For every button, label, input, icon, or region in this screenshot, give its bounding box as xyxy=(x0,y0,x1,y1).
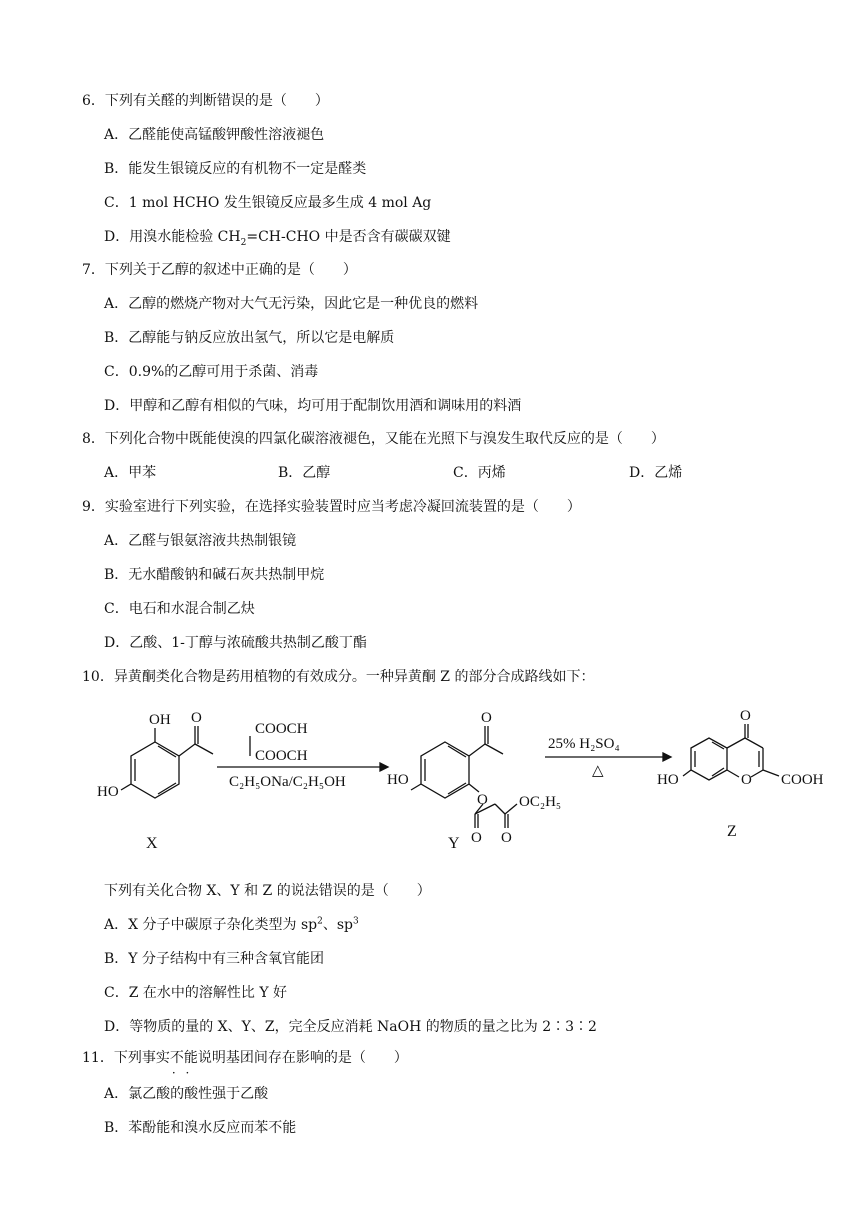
q6d-post: =CH-CHO 中是否含有碳碳双键 xyxy=(246,229,451,245)
reagent2: 25% H₂SO₄ xyxy=(548,736,620,752)
question-9-option-b: B．无水醋酸钠和碱石灰共热制甲烷 xyxy=(104,567,325,583)
z-ring-o: O xyxy=(741,772,752,788)
heat-symbol: △ xyxy=(592,763,604,779)
question-10-option-b: B．Y 分子结构中有三种含氧官能团 xyxy=(104,951,324,967)
y-carbonyl-o1: O xyxy=(471,830,482,846)
y-ester-o: O xyxy=(477,792,488,808)
z-ketone-o: O xyxy=(740,708,751,724)
q11-post: 说明基团间存在影响的是（ ） xyxy=(197,1050,408,1066)
question-7-option-a: A．乙醇的燃烧产物对大气无污染，因此它是一种优良的燃料 xyxy=(104,296,479,312)
question-11-stem xyxy=(82,1047,408,1067)
question-8-stem: 8．下列化合物中既能使溴的四氯化碳溶液褪色，又能在光照下与溴发生取代反应的是（ ） xyxy=(82,431,665,447)
q10a-sup1: 2 xyxy=(317,916,323,927)
question-6-option-d xyxy=(104,226,451,248)
x-o-label: O xyxy=(191,710,202,726)
question-11-option-b: B．苯酚能和溴水反应而苯不能 xyxy=(104,1120,297,1136)
question-7-option-d: D．甲醇和乙醇有相似的气味，均可用于配制饮用酒和调味用的料酒 xyxy=(104,398,522,414)
y-oc2h5: OC₂H₅ xyxy=(519,794,562,810)
question-10-option-d: D．等物质的量的 X、Y、Z，完全反应消耗 NaOH 的物质的量之比为 2∶3∶2 xyxy=(104,1019,597,1035)
q10a-pre: A．X 分子中碳原子杂化类型为 sp xyxy=(104,917,318,933)
y-ketone-o: O xyxy=(481,710,492,726)
question-7-option-c: C．0.9%的乙醇可用于杀菌、消毒 xyxy=(104,364,319,380)
reagent1-line2: COOCH xyxy=(255,748,308,764)
question-8-option-b: B．乙醇 xyxy=(278,465,331,481)
y-carbonyl-o2: O xyxy=(501,830,512,846)
question-8-option-a: A．甲苯 xyxy=(104,465,157,481)
z-cooh: COOH xyxy=(781,772,824,788)
question-9-option-c: C．电石和水混合制乙炔 xyxy=(104,601,255,617)
question-9-stem: 9．实验室进行下列实验，在选择实验装置时应当考虑冷凝回流装置的是（ ） xyxy=(82,499,581,515)
question-7-stem: 7．下列关于乙醇的叙述中正确的是（ ） xyxy=(82,262,357,278)
question-6-option-a: A．乙醛能使高锰酸钾酸性溶液褪色 xyxy=(104,127,325,143)
question-6-option-c: C．1 mol HCHO 发生银镜反应最多生成 4 mol Ag xyxy=(104,195,432,211)
question-6-stem: 6．下列有关醛的判断错误的是（ ） xyxy=(82,93,329,109)
x-oh-label: OH xyxy=(149,712,171,728)
question-7-option-b: B．乙醇能与钠反应放出氢气，所以它是电解质 xyxy=(104,330,395,346)
q11-emphasis: 不能 · · xyxy=(170,1050,198,1066)
question-8-option-d: D．乙烯 xyxy=(629,465,683,481)
label-x: X xyxy=(146,835,158,852)
q6d-pre: D．用溴水能检验 CH xyxy=(104,229,241,245)
reagent1-line1: COOCH xyxy=(255,721,308,737)
question-10-sub-stem: 下列有关化合物 X、Y 和 Z 的说法错误的是（ ） xyxy=(104,883,431,899)
q10a-sup2: 3 xyxy=(353,916,359,927)
question-11-option-a: A．氯乙酸的酸性强于乙酸 xyxy=(104,1086,269,1102)
y-ho-label: HO xyxy=(387,772,409,788)
molecule-z xyxy=(683,724,779,780)
molecule-x xyxy=(121,726,213,798)
label-y: Y xyxy=(448,835,460,852)
question-10-stem: 10．异黄酮类化合物是药用植物的有效成分。一种异黄酮 Z 的部分合成路线如下： xyxy=(82,669,595,685)
question-9-option-a: A．乙醛与银氨溶液共热制银镜 xyxy=(104,533,297,549)
x-ho-label: HO xyxy=(97,784,119,800)
q6d-sub: 2 xyxy=(240,237,247,248)
question-8-option-c: C．丙烯 xyxy=(453,465,506,481)
q11-pre: 11．下列事实 xyxy=(82,1050,170,1066)
molecule-y xyxy=(411,726,517,828)
reagent1-conditions: C₂H₅ONa/C₂H₅OH xyxy=(229,774,346,790)
q10a-mid: 、sp xyxy=(322,917,354,933)
question-10-option-a xyxy=(104,914,359,934)
question-6-option-b: B．能发生银镜反应的有机物不一定是醛类 xyxy=(104,161,367,177)
synthesis-scheme xyxy=(95,700,835,860)
question-10-option-c: C．Z 在水中的溶解性比 Y 好 xyxy=(104,985,288,1001)
question-9-option-d: D．乙酸、1-丁醇与浓硫酸共热制乙酸丁酯 xyxy=(104,635,367,651)
label-z: Z xyxy=(727,823,737,840)
z-ho-label: HO xyxy=(657,772,679,788)
